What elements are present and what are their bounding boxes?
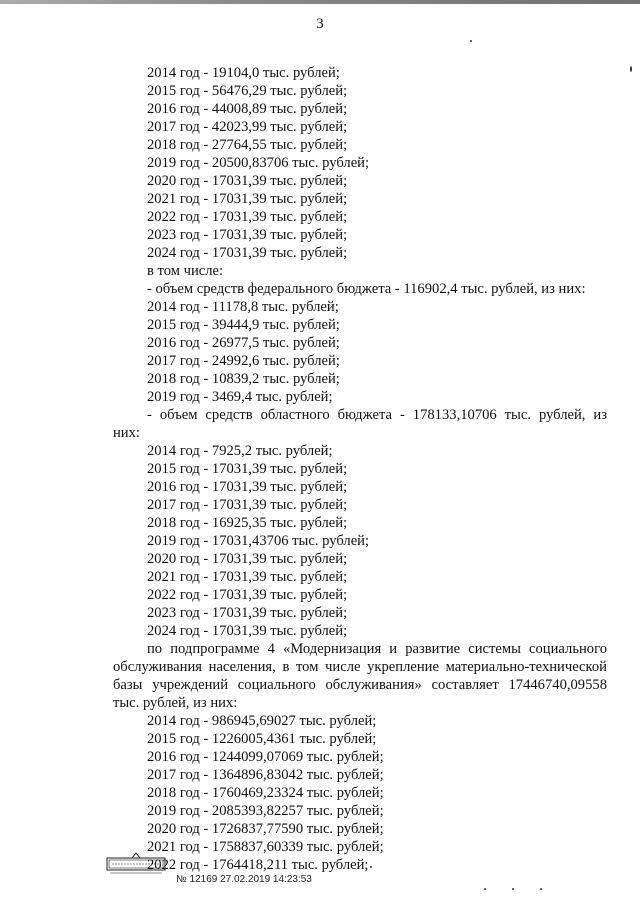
- funding-line: 2020 год - 17031,39 тыс. рублей;: [147, 173, 348, 189]
- funding-line: 2022 год - 17031,39 тыс. рублей;: [147, 209, 348, 225]
- funding-line: 2019 год - 2085393,82257 тыс. рублей;: [147, 803, 384, 819]
- subprogram-4-paragraph: обслуживания населения, в том числе укрепление материально-технической: [113, 659, 607, 675]
- federal-budget-heading: - объем средств федерального бюджета - 116902,4 тыс. рублей, из них:: [147, 281, 586, 297]
- scan-speck: [512, 888, 514, 890]
- funding-line: 2014 год - 11178,8 тыс. рублей;: [147, 299, 339, 315]
- funding-line: 2018 год - 1760469,23324 тыс. рублей;: [147, 785, 384, 801]
- funding-line: 2020 год - 1726837,77590 тыс. рублей;: [147, 821, 384, 837]
- funding-line: 2015 год - 39444,9 тыс. рублей;: [147, 317, 340, 333]
- funding-line: 2014 год - 19104,0 тыс. рублей;: [147, 65, 340, 81]
- regional-budget-heading-cont: них:: [113, 425, 140, 441]
- funding-line: 2018 год - 10839,2 тыс. рублей;: [147, 371, 340, 387]
- funding-line: 2022 год - 17031,39 тыс. рублей;: [147, 587, 348, 603]
- funding-line: 2015 год - 1226005,4361 тыс. рублей;: [147, 731, 377, 747]
- funding-line: 2024 год - 17031,39 тыс. рублей;: [147, 245, 348, 261]
- funding-line: 2024 год - 17031,39 тыс. рублей;: [147, 623, 348, 639]
- funding-line: 2016 год - 26977,5 тыс. рублей;: [147, 335, 340, 351]
- funding-line: 2023 год - 17031,39 тыс. рублей;: [147, 227, 348, 243]
- registration-footer: № 12169 27.02.2019 14:23:53: [176, 874, 312, 885]
- funding-line: 2016 год - 17031,39 тыс. рублей;: [147, 479, 348, 495]
- page-number: 3: [316, 16, 324, 32]
- funding-line: 2015 год - 17031,39 тыс. рублей;: [147, 461, 348, 477]
- funding-line: 2019 год - 20500,83706 тыс. рублей;: [147, 155, 370, 171]
- funding-line: 2014 год - 7925,2 тыс. рублей;: [147, 443, 333, 459]
- funding-line: 2020 год - 17031,39 тыс. рублей;: [147, 551, 348, 567]
- funding-line: 2021 год - 17031,39 тыс. рублей;: [147, 569, 348, 585]
- scan-speck: [630, 66, 632, 72]
- scan-speck: [470, 40, 472, 42]
- funding-line: 2017 год - 24992,6 тыс. рублей;: [147, 353, 340, 369]
- subprogram-4-paragraph: по подпрограмме 4 «Модернизация и развитие системы социального: [147, 641, 607, 657]
- funding-line: 2018 год - 27764,55 тыс. рублей;: [147, 137, 348, 153]
- registration-stamp-icon: [106, 852, 166, 876]
- funding-line: 2023 год - 17031,39 тыс. рублей;: [147, 605, 348, 621]
- funding-line: 2021 год - 1758837,60339 тыс. рублей;: [147, 839, 384, 855]
- subprogram-4-paragraph: базы учреждений социального обслуживания» составляет 17446740,09558: [113, 677, 607, 693]
- scan-top-edge: [0, 0, 640, 4]
- regional-budget-heading: - объем средств областного бюджета - 178133,10706 тыс. рублей, из: [147, 407, 607, 423]
- funding-line: 2017 год - 42023,99 тыс. рублей;: [147, 119, 348, 135]
- funding-line: 2018 год - 16925,35 тыс. рублей;: [147, 515, 348, 531]
- scan-speck: [370, 866, 372, 868]
- funding-line: 2017 год - 17031,39 тыс. рублей;: [147, 497, 348, 513]
- funding-line: 2016 год - 1244099,07069 тыс. рублей;: [147, 749, 384, 765]
- funding-line: 2017 год - 1364896,83042 тыс. рублей;: [147, 767, 384, 783]
- funding-line: 2019 год - 3469,4 тыс. рублей;: [147, 389, 333, 405]
- funding-line: 2021 год - 17031,39 тыс. рублей;: [147, 191, 348, 207]
- scan-speck: [540, 888, 542, 890]
- funding-line: 2015 год - 56476,29 тыс. рублей;: [147, 83, 348, 99]
- funding-line: 2022 год - 1764418,211 тыс. рублей;: [147, 857, 369, 873]
- funding-line: 2019 год - 17031,43706 тыс. рублей;: [147, 533, 370, 549]
- section-label: в том числе:: [147, 263, 224, 279]
- subprogram-4-paragraph: тыс. рублей, из них:: [113, 695, 238, 711]
- funding-line: 2014 год - 986945,69027 тыс. рублей;: [147, 713, 377, 729]
- scan-speck: [484, 888, 486, 890]
- funding-line: 2016 год - 44008,89 тыс. рублей;: [147, 101, 348, 117]
